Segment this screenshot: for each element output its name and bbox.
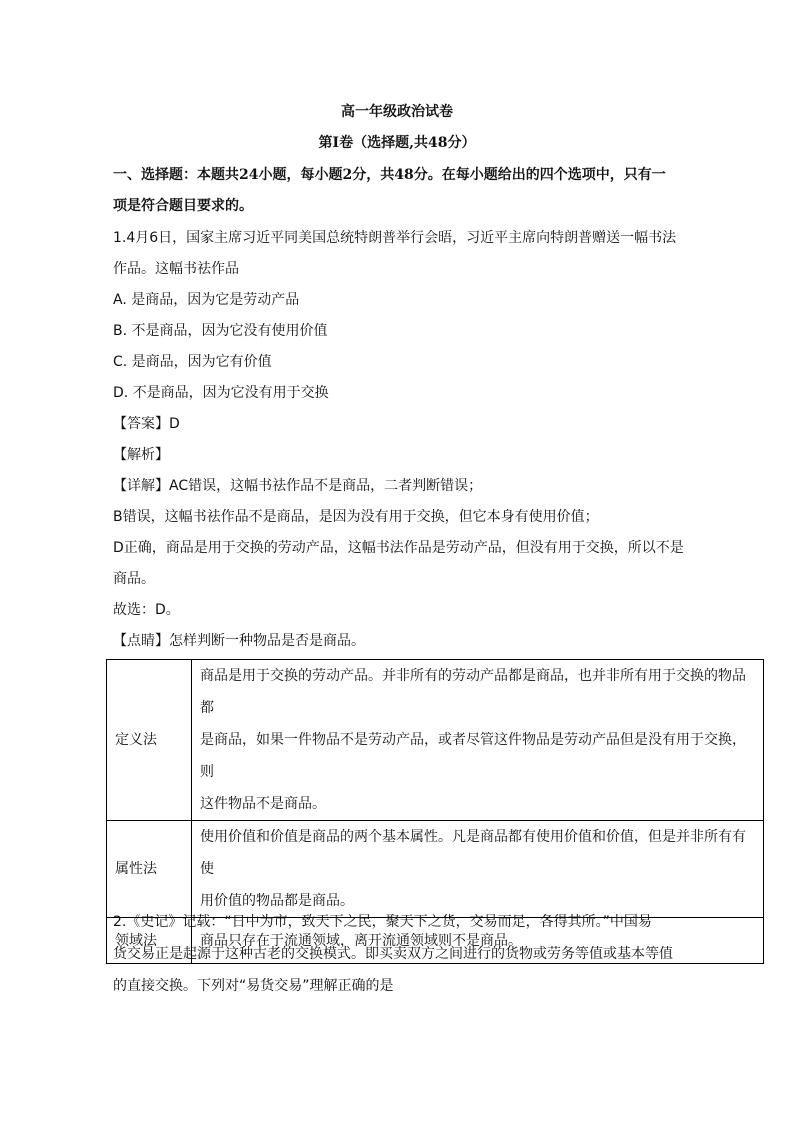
q1-detail-line-3: D正确，商品是用于交换的劳动产品，这幅书法作品是劳动产品，但没有用于交换，所以不是 — [113, 540, 684, 556]
q1-detail-line-4: 商品。 — [113, 571, 155, 587]
table-row — [107, 821, 764, 918]
q1-option-c: C. 是商品，因为它有价值 — [113, 354, 272, 370]
q1-stem-line-1: 1.4月6日，国家主席习近平同美国总统特朗普举行会晤，习近平主席向特朗普赠送一幅书法 — [113, 230, 677, 246]
method-name: 领域法 — [107, 918, 192, 964]
q1-conclusion: 故选：D。 — [113, 602, 180, 618]
instruction-line-2: 项是符合题目要求的。 — [113, 198, 253, 214]
q1-answer: 【答案】D — [113, 416, 180, 432]
q1-analysis-heading: 【解析】 — [113, 447, 169, 463]
q1-detail-line-2: B错误，这幅书祛作品不是商品，是因为没有用于交换，但它本身有使用价值； — [113, 509, 599, 525]
q2-stem-line-2: 货交易正是起源于这种古老的交换模式。即买卖双方之间进行的货物或劳务等值或基本等值 — [113, 946, 673, 962]
q1-tip: 【点睛】怎样判断一种物品是否是商品。 — [113, 633, 365, 649]
table-row — [107, 660, 764, 821]
method-description: 使用价值和价值是商品的两个基本属性。凡是商品都有使用价值和价值，但是并非所有有使 用价值的物品都是商品。 — [192, 821, 764, 918]
q1-stem-line-2: 作品。这幅书祛作品 — [113, 261, 239, 277]
q1-option-a: A. 是商品，因为它是劳动产品 — [113, 292, 300, 308]
q2-stem-line-1: 2.《史记》记载：“日中为市，致天下之民，聚天下之货，交易而足，各得其所。”中国易 — [113, 914, 652, 930]
q2-stem-line-3: 的直接交换。下列对“易货交易”理解正确的是 — [113, 978, 394, 994]
method-description: 商品是用于交换的劳动产品。并非所有的劳动产品都是商品，也并非所有用于交换的物品都 是商品，如果一件物品不是劳动产品，或者尽管这件物品是劳动产品但是没有用于交换，则 这件物品不是商品。 — [192, 660, 764, 821]
method-description: 商品只存在于流通领域，离开流通领域则不是商品。 — [192, 918, 764, 964]
exam-title: 高一年级政治试卷 — [341, 104, 453, 120]
method-name: 定义法 — [107, 660, 192, 821]
method-name: 属性法 — [107, 821, 192, 918]
instruction-line-1: 一、选择题：本题共24小题，每小题2分，共48分。在每小题给出的四个选项中，只有一 — [113, 167, 666, 183]
section-subtitle: 第Ⅰ卷（选择题,共48分） — [318, 135, 476, 151]
q1-detail-line-1: 【详解】AC错误，这幅书祛作品不是商品，二者判断错误； — [113, 478, 483, 494]
q1-option-b: B. 不是商品，因为它没有使用价值 — [113, 323, 328, 339]
q1-option-d: D. 不是商品，因为它没有用于交换 — [113, 385, 329, 401]
